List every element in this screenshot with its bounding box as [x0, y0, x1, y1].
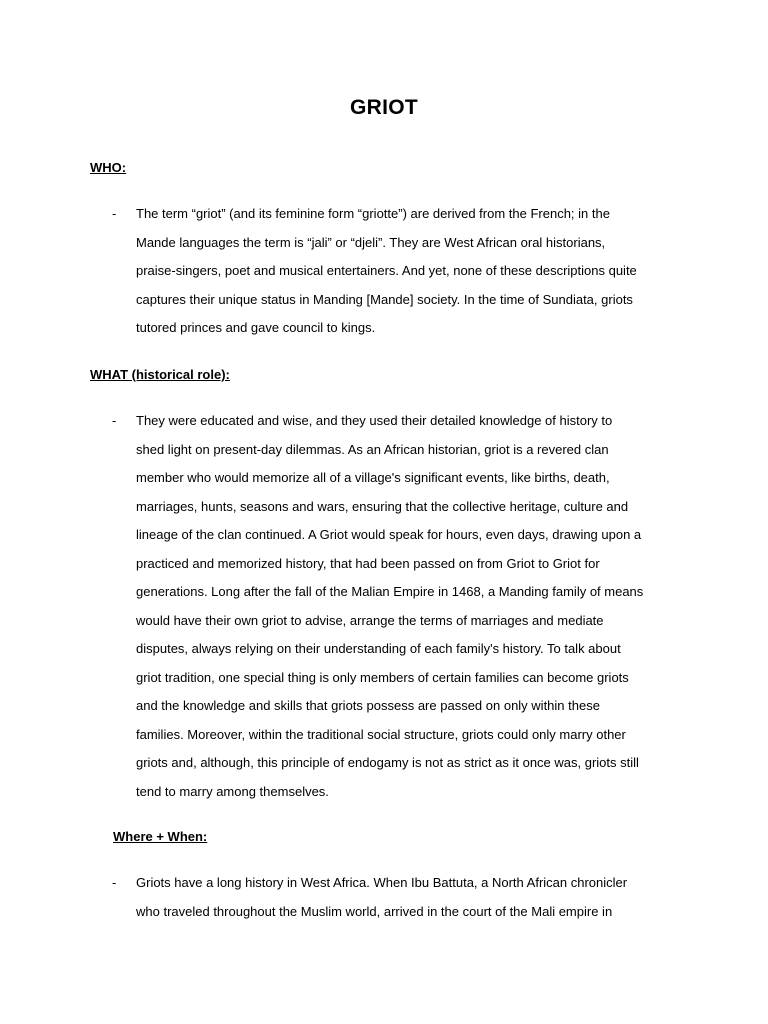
- section-heading-who: WHO:: [90, 160, 127, 175]
- paragraph-line: member who would memorize all of a village's significant events, like births, death,: [136, 470, 610, 485]
- bullet-marker: -: [112, 875, 117, 890]
- paragraph-line: would have their own griot to advise, arrange the terms of marriages and mediate: [136, 612, 604, 628]
- paragraph-line: praise-singers, poet and musical entertainers. And yet, none of these descriptions quite: [136, 263, 637, 278]
- section-paragraph-who: [136, 200, 684, 343]
- section-paragraph-what: [136, 407, 684, 806]
- paragraph-line: captures their unique status in Manding [Mande] society. In the time of Sundiata, griots: [136, 291, 633, 307]
- section-paragraph-where-when: [136, 869, 684, 926]
- paragraph-line: They were educated and wise, and they used their detailed knowledge of history to: [136, 413, 613, 428]
- document-title: GRIOT: [350, 96, 418, 119]
- paragraph-line: The term “griot” (and its feminine form “griotte”) are derived from the French; in the: [136, 206, 610, 221]
- paragraph-line: griot tradition, one special thing is only members of certain families can become griots: [136, 669, 629, 685]
- paragraph-line: Mande languages the term is “jali” or “djeli”. They are West African oral historians,: [136, 234, 606, 250]
- paragraph-line: and the knowledge and skills that griots possess are passed on only within these: [136, 698, 600, 713]
- paragraph-line: shed light on present-day dilemmas. As an African historian, griot is a revered clan: [136, 441, 609, 457]
- section-heading-where-when: Where + When:: [113, 829, 208, 844]
- paragraph-line: generations. Long after the fall of the Malian Empire in 1468, a Manding family of means: [136, 584, 644, 599]
- paragraph-line: families. Moreover, within the traditional social structure, griots could only marry other: [136, 726, 626, 742]
- bullet-marker: -: [112, 413, 117, 428]
- section-heading-what: WHAT (historical role):: [90, 367, 230, 382]
- paragraph-line: marriages, hunts, seasons and wars, ensuring that the collective heritage, culture and: [136, 498, 629, 514]
- paragraph-line: Griots have a long history in West Africa. When Ibu Battuta, a North African chronicler: [136, 875, 628, 890]
- paragraph-line: disputes, always relying on their understanding of each family's history. To talk about: [136, 641, 621, 656]
- paragraph-line: lineage of the clan continued. A Griot would speak for hours, even days, drawing upon a: [136, 527, 642, 542]
- bullet-marker: -: [112, 206, 117, 221]
- paragraph-line: griots and, although, this principle of endogamy is not as strict as it once was, griots still: [136, 755, 639, 770]
- paragraph-line: practiced and memorized history, that had been passed on from Griot to Griot for: [136, 555, 600, 571]
- paragraph-line: tend to marry among themselves.: [136, 783, 329, 799]
- paragraph-line: who traveled throughout the Muslim world, arrived in the court of the Mali empire in: [136, 903, 613, 919]
- paragraph-line: tutored princes and gave council to kings.: [136, 320, 376, 335]
